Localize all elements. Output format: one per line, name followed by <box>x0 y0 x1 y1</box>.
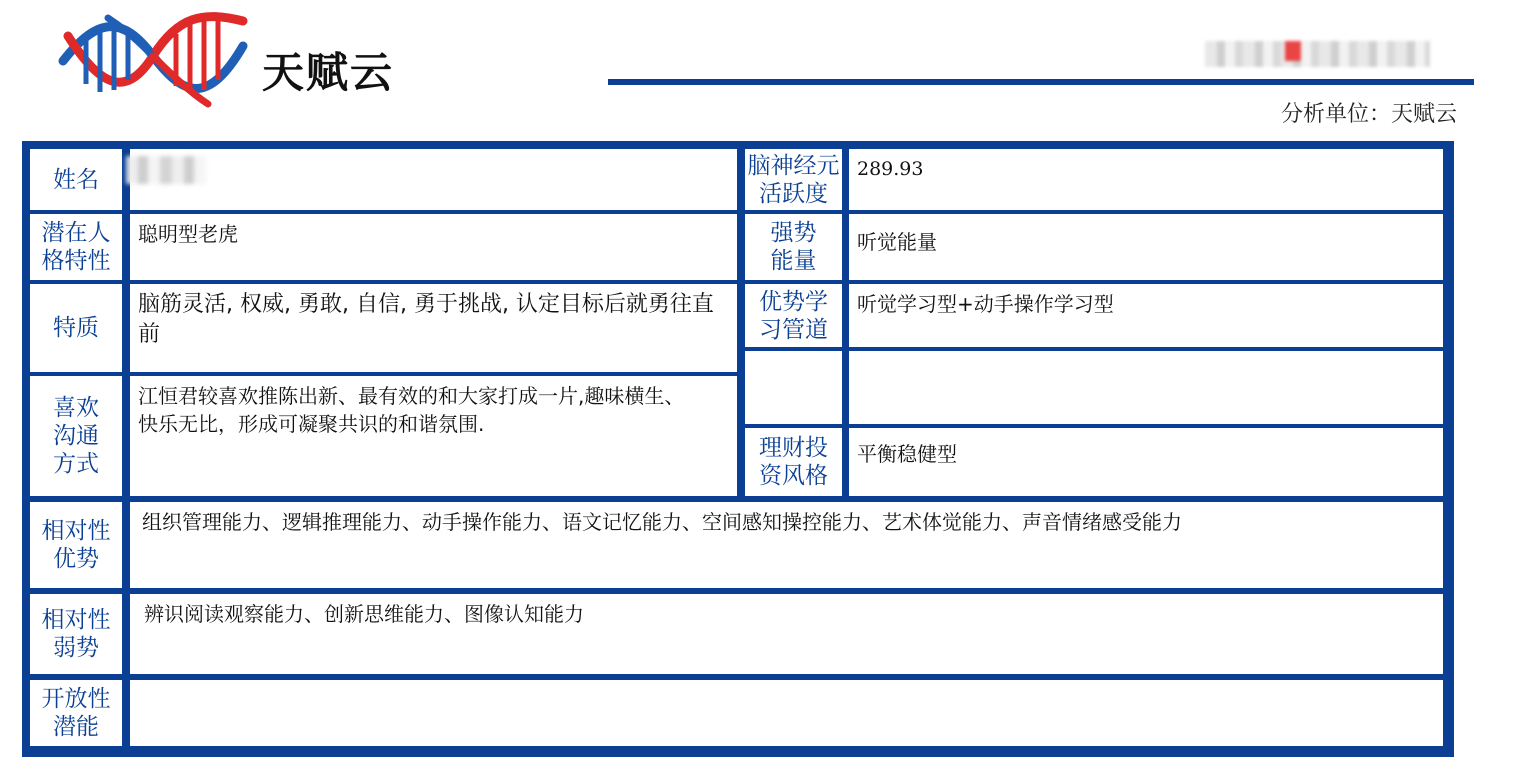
value-traits: 脑筋灵活, 权威, 勇敢, 自信, 勇于挑战, 认定目标后就勇往直前 <box>130 284 737 372</box>
dna-helix-logo <box>58 6 248 111</box>
redacted-header-text <box>1205 41 1430 67</box>
value-relative-weakness: 辨识阅读观察能力、创新思维能力、图像认知能力 <box>130 594 1443 674</box>
redacted-name-text <box>126 156 206 184</box>
label-investment-style: 理财投资风格 <box>745 428 842 496</box>
value-open-potential <box>130 680 1443 746</box>
value-relative-strength: 组织管理能力、逻辑推理能力、动手操作能力、语文记忆能力、空间感知操控能力、艺术体觉能力、声音情绪感受能力 <box>130 502 1443 588</box>
value-communication: 江恒君较喜欢推陈出新、最有效的和大家打成一片,趣味横生、快乐无比，形成可凝聚共识的和谐氛围. <box>130 376 737 496</box>
label-personality: 潜在人格特性 <box>30 214 122 280</box>
report-table <box>22 141 1454 757</box>
label-traits: 特质 <box>30 284 122 372</box>
label-relative-weakness: 相对性弱势 <box>30 594 122 674</box>
analysis-unit: 分析单位：天赋云 <box>1280 102 1457 127</box>
label-name: 姓名 <box>30 149 122 210</box>
label-relative-strength: 相对性优势 <box>30 502 122 588</box>
value-learning-channel: 听觉学习型+动手操作学习型 <box>849 284 1443 347</box>
value-personality: 聪明型老虎 <box>130 214 737 280</box>
value-neuron-activity: 289.93 <box>849 149 1443 210</box>
header-divider <box>608 79 1474 85</box>
value-name <box>130 149 737 210</box>
value-empty <box>849 351 1443 424</box>
brand-name: 天赋云 <box>262 48 395 97</box>
label-open-potential: 开放性潜能 <box>30 680 122 746</box>
label-strong-energy: 强势能量 <box>745 214 842 280</box>
value-investment-style: 平衡稳健型 <box>849 428 1443 496</box>
value-strong-energy: 听觉能量 <box>849 214 1443 280</box>
label-communication: 喜欢沟通方式 <box>30 376 122 496</box>
redaction-mark <box>1285 41 1301 61</box>
label-neuron-activity: 脑神经元活跃度 <box>745 149 842 210</box>
label-empty <box>745 351 842 424</box>
label-learning-channel: 优势学习管道 <box>745 284 842 347</box>
